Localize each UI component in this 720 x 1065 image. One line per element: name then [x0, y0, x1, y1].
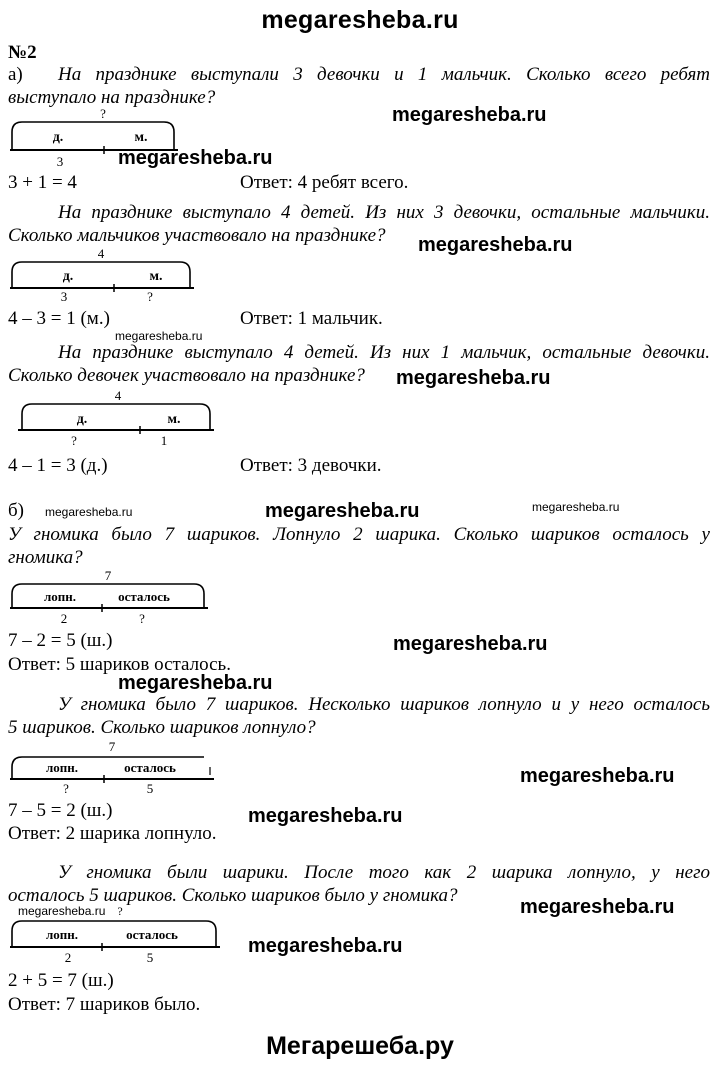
watermark: megaresheba.ru: [45, 505, 133, 519]
watermark: megaresheba.ru: [532, 500, 620, 514]
diagram-left-label: д.: [52, 130, 64, 145]
part-b-answer3: Ответ: 7 шариков было.: [8, 994, 201, 1015]
brace: [12, 262, 190, 288]
diagram-bottom-left-label: 3: [56, 154, 64, 168]
part-a-problem2-line2: Сколько мальчиков участвовало на празднике?: [8, 225, 386, 246]
brace: [12, 584, 204, 608]
part-a-problem2-line1: На празднике выступало 4 детей. Из них 3 девочки, остальные мальчики.: [58, 202, 710, 223]
diagram-right-label: осталось: [118, 589, 170, 604]
part-b-problem1-line2: гномика?: [8, 547, 83, 568]
brace: [12, 921, 216, 947]
part-b-label: б): [8, 500, 24, 521]
part-a-problem3-line1: На празднике выступало 4 детей. Из них 1 мальчик, остальные девочки.: [58, 342, 710, 363]
watermark: megaresheba.ru: [248, 935, 403, 957]
part-a-diagram3: [8, 388, 218, 448]
part-b-equation1: 7 – 2 = 5 (ш.): [8, 630, 113, 651]
diagram-bottom-right-label: ?: [147, 289, 153, 304]
diagram-left-label: лопн.: [45, 927, 79, 942]
watermark: megaresheba.ru: [418, 234, 573, 256]
part-b-answer1: Ответ: 5 шариков осталось.: [8, 654, 231, 675]
part-a-problem1-line1: На празднике выступали 3 девочки и 1 мальчик. Сколько всего ребят: [58, 64, 710, 85]
part-a-equation2: 4 – 3 = 1 (м.): [8, 308, 110, 329]
watermark: megaresheba.ru: [115, 329, 203, 343]
part-b-equation3: 2 + 5 = 7 (ш.): [8, 970, 114, 991]
diagram-right-label: м.: [167, 412, 181, 427]
part-b-equation2: 7 – 5 = 2 (ш.): [8, 800, 113, 821]
diagram-bottom-right-label: ?: [139, 611, 145, 626]
part-a-label: а): [8, 64, 23, 85]
diagram-bottom-left-label: ?: [63, 781, 69, 795]
watermark: megaresheba.ru: [392, 104, 547, 126]
task-number: №2: [8, 42, 37, 63]
brace: [22, 404, 210, 430]
watermark: megaresheba.ru: [118, 147, 273, 169]
diagram-top-label: 4: [114, 388, 122, 403]
diagram-bottom-left-label: 2: [64, 950, 72, 965]
diagram-top-label: 7: [108, 739, 116, 754]
part-a-equation1: 3 + 1 = 4: [8, 172, 77, 193]
part-b-diagram2: [8, 737, 222, 795]
diagram-top-label: ?: [117, 905, 123, 918]
diagram-bottom-left-label: ?: [71, 433, 77, 448]
diagram-left-label: лопн.: [45, 760, 79, 775]
watermark: megaresheba.ru: [265, 500, 420, 522]
part-a-problem1-line2: выступало на празднике?: [8, 87, 216, 108]
diagram-bottom-right-label: 1: [160, 433, 168, 448]
diagram-right-label: м.: [134, 130, 148, 145]
part-b-problem3-line2: осталось 5 шариков. Сколько шариков было у гномика?: [8, 885, 458, 906]
part-b-problem3-line1: У гномика были шарики. После того как 2 шарика лопнуло, у него: [58, 862, 710, 883]
watermark: megaresheba.ru: [393, 633, 548, 655]
diagram-right-label: м.: [149, 269, 163, 284]
part-a-answer3: Ответ: 3 девочки.: [240, 455, 382, 476]
part-b-problem2-line2: 5 шариков. Сколько шариков лопнуло?: [8, 717, 316, 738]
diagram-left-label: д.: [76, 412, 88, 427]
part-a-answer2: Ответ: 1 мальчик.: [240, 308, 383, 329]
part-b-problem1-line1: У гномика было 7 шариков. Лопнуло 2 шарика. Сколько шариков осталось у: [8, 524, 710, 545]
diagram-top-label: 4: [97, 246, 105, 261]
part-b-problem2-line1: У гномика было 7 шариков. Несколько шариков лопнуло и у него осталось: [58, 694, 710, 715]
diagram-right-label: осталось: [126, 927, 178, 942]
part-a-equation3: 4 – 1 = 3 (д.): [8, 455, 108, 476]
diagram-bottom-right-label: 5: [146, 950, 154, 965]
brace: [12, 122, 174, 150]
diagram-top-label: ?: [100, 106, 106, 121]
part-a-problem3-line2: Сколько девочек участвовало на празднике?: [8, 365, 365, 386]
diagram-bottom-left-label: 2: [60, 611, 68, 626]
part-a-diagram2: [8, 246, 198, 304]
part-b-answer2: Ответ: 2 шарика лопнуло.: [8, 823, 217, 844]
diagram-bottom-left-label: 3: [60, 289, 68, 304]
site-header: megaresheba.ru: [261, 6, 459, 34]
watermark: megaresheba.ru: [118, 672, 273, 694]
diagram-bottom-right-label: 5: [146, 781, 154, 795]
diagram-top-label: 7: [104, 568, 112, 583]
diagram-left-label: д.: [62, 269, 74, 284]
watermark: megaresheba.ru: [520, 896, 675, 918]
part-b-diagram1: [8, 568, 212, 626]
diagram-right-label: осталось: [124, 760, 176, 775]
watermark: megaresheba.ru: [520, 765, 675, 787]
watermark: megaresheba.ru: [248, 805, 403, 827]
part-a-answer1: Ответ: 4 ребят всего.: [240, 172, 409, 193]
site-footer: Мегарешеба.ру: [266, 1032, 454, 1060]
diagram-left-label: лопн.: [43, 589, 77, 604]
watermark: megaresheba.ru: [396, 367, 551, 389]
watermark: megaresheba.ru: [18, 904, 106, 918]
